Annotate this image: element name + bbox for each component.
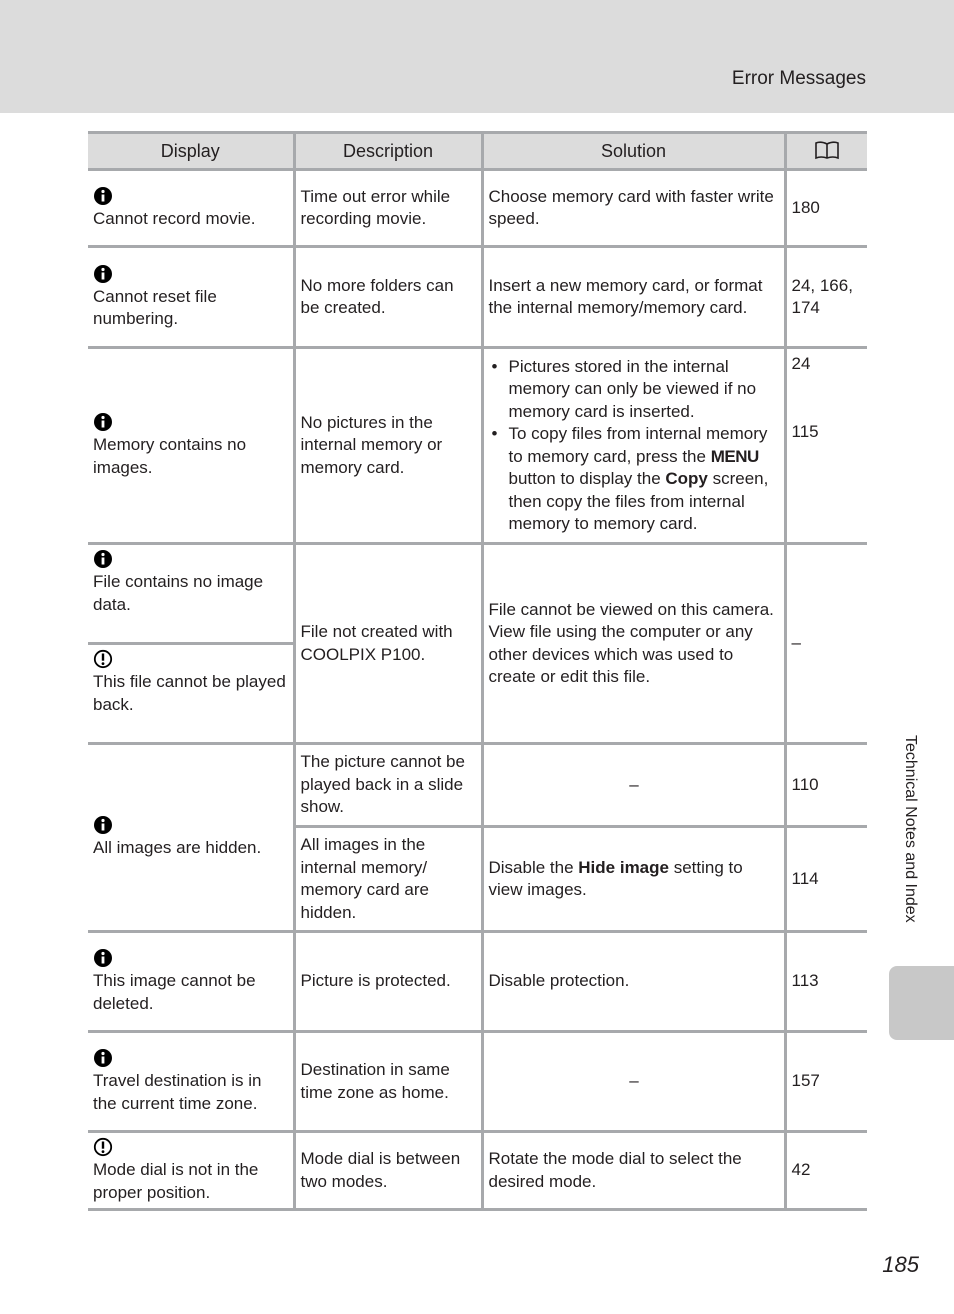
- description-cell: No more folders can be created.: [294, 247, 482, 348]
- description-cell: Time out error while recording movie.: [294, 170, 482, 247]
- table-row: [88, 1132, 867, 1210]
- menu-button-label: MENU: [710, 446, 759, 466]
- reference-cell: –: [785, 544, 867, 744]
- reference-cell: 24, 166, 174: [785, 247, 867, 348]
- table-row: [88, 932, 867, 1032]
- display-cell: [88, 744, 294, 932]
- solution-cell: Insert a new memory card, or format the internal memory/memory card.: [482, 247, 785, 348]
- solution-bullet: • To copy files from internal memory to memory card, press the MENU button to display the Copy screen, then copy the files from internal memory to memory card.: [489, 423, 780, 536]
- display-cell: [88, 544, 294, 644]
- side-section-label: Technical Notes and Index: [902, 735, 919, 923]
- solution-cell: –: [482, 1032, 785, 1132]
- column-header-solution: Solution: [482, 133, 785, 170]
- info-icon: [93, 412, 113, 432]
- display-message: File contains no image data.: [93, 572, 264, 614]
- reference-cell: 110: [785, 744, 867, 827]
- table-row: [88, 1032, 867, 1132]
- description-cell: Destination in same time zone as home.: [294, 1032, 482, 1132]
- solution-bullet: • Pictures stored in the internal memory can only be viewed if no memory card is inserted.: [489, 356, 780, 424]
- side-tab: [889, 966, 954, 1040]
- table-row: [88, 744, 867, 827]
- reference-cell: [785, 348, 867, 544]
- hide-image-label: Hide image: [578, 857, 669, 877]
- column-header-reference: [785, 133, 867, 170]
- solution-cell: Disable the Hide image setting to view images.: [482, 827, 785, 932]
- info-icon: [93, 948, 113, 968]
- display-cell: [88, 247, 294, 348]
- description-cell: File not created with COOLPIX P100.: [294, 544, 482, 744]
- header-band: [0, 0, 954, 113]
- column-header-description: Description: [294, 133, 482, 170]
- display-message: Mode dial is not in the proper position.: [93, 1160, 259, 1202]
- display-cell: [88, 1032, 294, 1132]
- display-cell: [88, 1132, 294, 1210]
- solution-cell: Rotate the mode dial to select the desired mode.: [482, 1132, 785, 1210]
- display-message: Cannot reset file numbering.: [93, 286, 217, 328]
- table-row: [88, 247, 867, 348]
- table-row: [88, 544, 867, 644]
- display-message: Cannot record movie.: [93, 208, 256, 228]
- error-messages-table: [88, 131, 867, 1211]
- solution-cell: File cannot be viewed on this camera. View file using the computer or any other devices which was used to create or edit this file.: [482, 544, 785, 744]
- page-number: 185: [882, 1252, 919, 1277]
- info-icon: [93, 549, 113, 569]
- book-icon: [814, 140, 840, 166]
- display-message: All images are hidden.: [93, 838, 262, 858]
- display-cell: [88, 348, 294, 544]
- reference-cell: 114: [785, 827, 867, 932]
- description-cell: No pictures in the internal memory or memory card.: [294, 348, 482, 544]
- solution-cell: –: [482, 744, 785, 827]
- copy-label: Copy: [665, 469, 708, 488]
- solution-cell: [482, 348, 785, 544]
- solution-list: [489, 356, 780, 536]
- reference-value: 115: [791, 422, 819, 441]
- reference-cell: 180: [785, 170, 867, 247]
- info-icon: [93, 186, 113, 206]
- table-header-row: [88, 133, 867, 170]
- description-cell: The picture cannot be played back in a slide show.: [294, 744, 482, 827]
- column-header-display: Display: [88, 133, 294, 170]
- solution-cell: Disable protection.: [482, 932, 785, 1032]
- warning-icon: [93, 649, 113, 669]
- table-row: [88, 170, 867, 247]
- display-message: This file cannot be played back.: [93, 672, 286, 714]
- warning-icon: [93, 1137, 113, 1157]
- description-cell: All images in the internal memory/ memory card are hidden.: [294, 827, 482, 932]
- reference-cell: 42: [785, 1132, 867, 1210]
- solution-cell: Choose memory card with faster write speed.: [482, 170, 785, 247]
- info-icon: [93, 1048, 113, 1068]
- section-title: Error Messages: [731, 68, 866, 89]
- display-cell: [88, 644, 294, 744]
- reference-value: 24: [791, 354, 811, 373]
- reference-cell: 113: [785, 932, 867, 1032]
- display-message: This image cannot be deleted.: [93, 971, 256, 1013]
- display-cell: [88, 170, 294, 247]
- description-cell: Picture is protected.: [294, 932, 482, 1032]
- reference-cell: 157: [785, 1032, 867, 1132]
- display-message: Travel destination is in the current time zone.: [93, 1071, 262, 1113]
- info-icon: [93, 264, 113, 284]
- table-row: [88, 348, 867, 544]
- description-cell: Mode dial is between two modes.: [294, 1132, 482, 1210]
- display-cell: [88, 932, 294, 1032]
- info-icon: [93, 815, 113, 835]
- display-message: Memory contains no images.: [93, 435, 247, 477]
